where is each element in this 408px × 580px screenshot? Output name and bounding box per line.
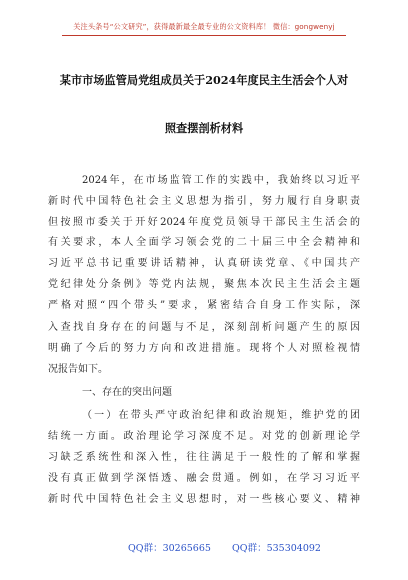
text-line: （一）在带头严守政治纪律和政治规矩，维护党的团 bbox=[82, 410, 360, 421]
footer-qq-group-2: QQ群：535304092 bbox=[232, 543, 321, 554]
section-heading: 一、存在的突出问题 bbox=[82, 387, 172, 398]
text-line: 明确了今后的努力方向和改进措施。现将个人对照检视情 bbox=[48, 343, 360, 354]
text-line: 严格对照“四个带头”要求，紧密结合自身工作实际，深 bbox=[48, 300, 360, 311]
document-title-line-2: 照查摆剖析材料 bbox=[164, 121, 244, 135]
header-banner: 关注头条号“公文研究”，获得最新最全最专业的公文资料库！ 微信：gongwenyj bbox=[73, 22, 335, 31]
text-line: 新时代中国特色社会主义思想时，对一些核心要义、精神 bbox=[48, 494, 360, 505]
text-line: 新时代中国特色社会主义思想为指引，努力履行自身职责 bbox=[48, 196, 360, 207]
text-line: 有关要求，本人全面学习领会党的二十届三中全会精神和 bbox=[48, 237, 360, 248]
document-title-line-1: 某市市场监管局党组成员关于2024年度民主生活会个人对 bbox=[59, 73, 349, 87]
text-line: 2024年，在市场监管工作的实践中，我始终以习近平 bbox=[82, 175, 360, 186]
text-line: 入查找自身存在的问题与不足，深刻剖析问题产生的原因 bbox=[48, 322, 360, 333]
text-line: 但按照市委关于开好2024年度党员领导干部民主生活会的 bbox=[48, 217, 360, 228]
text-line: 没有真正做到学深悟透、融会贯通。例如，在学习习近平 bbox=[48, 473, 360, 484]
header-divider bbox=[62, 35, 346, 36]
text-line: 况报告如下。 bbox=[48, 364, 108, 375]
text-line: 结统一方面。政治理论学习深度不足。对党的创新理论学 bbox=[48, 431, 360, 442]
footer bbox=[0, 540, 408, 554]
text-line: 习近平总书记重要讲话精神，认真研读党章、《中国共产 bbox=[48, 258, 360, 269]
footer-qq-group-1: QQ群：30265665 bbox=[128, 543, 211, 554]
text-line: 党纪律处分条例》等党内法规，聚焦本次民主生活会主题 bbox=[48, 279, 360, 290]
text-line: 习缺乏系统性和深入性，往往满足于一般性的了解和掌握 bbox=[48, 452, 360, 463]
